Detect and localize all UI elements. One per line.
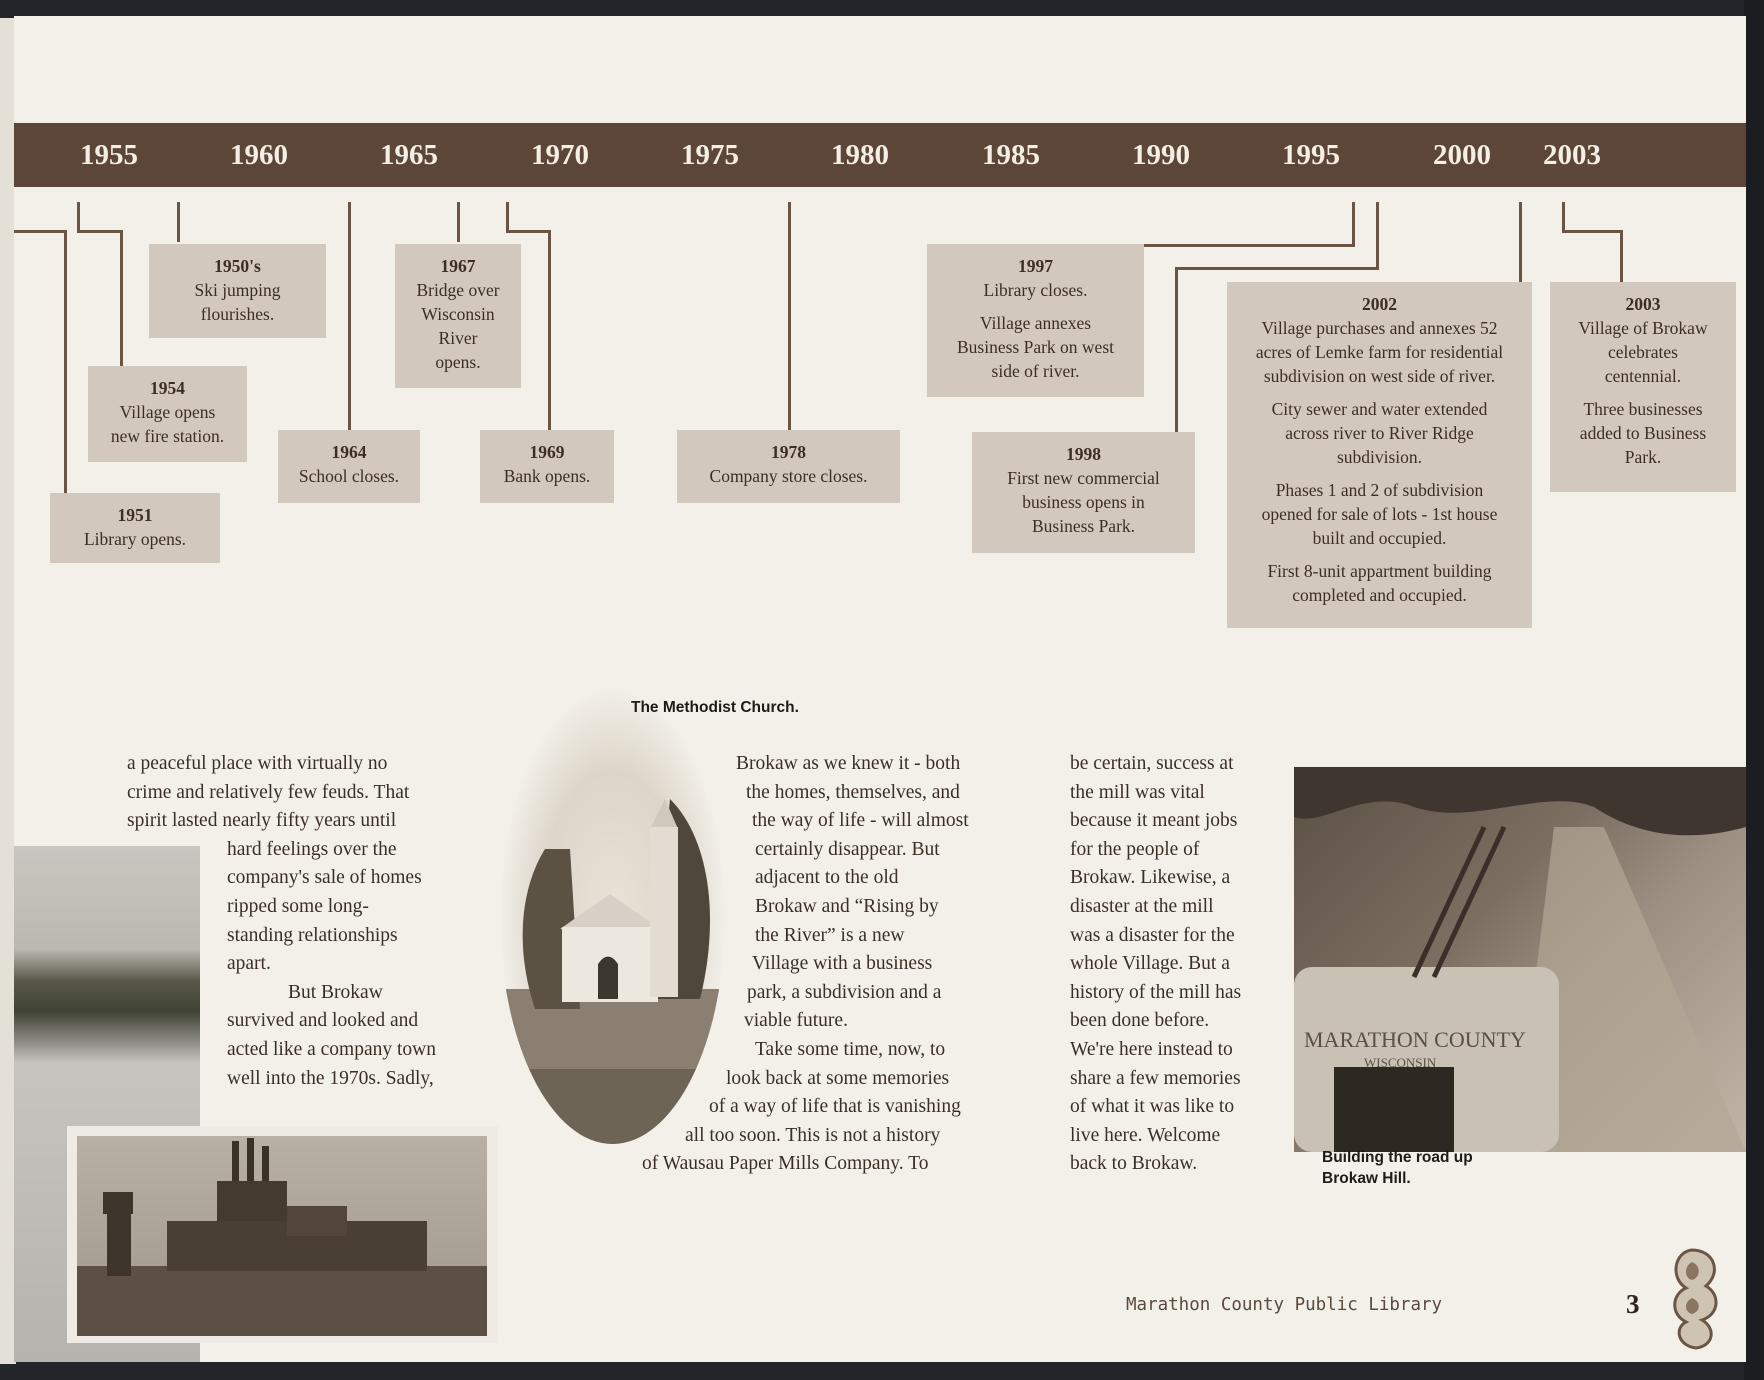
event-text: business opens in	[1022, 492, 1145, 512]
road-building-photo	[1294, 767, 1746, 1152]
connector-line	[788, 202, 791, 445]
church-caption: The Methodist Church.	[631, 699, 799, 716]
timeline-year: 2003	[1543, 139, 1601, 171]
event-box-1997	[927, 244, 1144, 397]
article-line: was a disaster for the	[1070, 924, 1235, 946]
article-line: But Brokaw	[288, 981, 383, 1003]
event-text: Company store closes.	[709, 466, 868, 486]
road-caption	[1322, 1147, 1473, 1189]
article-line: the River” is a new	[755, 924, 905, 946]
article-line: history of the mill has	[1070, 981, 1242, 1003]
timeline-year: 1980	[831, 139, 889, 171]
connector-line	[120, 230, 123, 380]
connector-line	[457, 202, 460, 242]
event-year: 2003	[1625, 294, 1661, 314]
article-line: whole Village. But a	[1070, 953, 1230, 975]
event-year: 2002	[1362, 294, 1397, 314]
event-year: 1950's	[214, 256, 261, 276]
event-text: City sewer and water extended	[1271, 399, 1488, 419]
event-year: 1978	[771, 442, 806, 462]
event-year: 1954	[150, 378, 185, 398]
binding-edge	[1744, 0, 1764, 1380]
article-line: Take some time, now, to	[755, 1038, 946, 1060]
article-line: certainly disappear. But	[755, 838, 940, 860]
event-box-1950s	[149, 244, 326, 338]
event-text: subdivision on west side of river.	[1263, 366, 1496, 386]
event-text: side of river.	[991, 361, 1080, 381]
event-text: River	[438, 328, 478, 348]
article-line: ripped some long-	[227, 895, 369, 917]
timeline-year: 2000	[1433, 139, 1491, 171]
article-line: crime and relatively few feuds. That	[127, 781, 410, 803]
event-year: 1964	[331, 442, 367, 462]
event-box-2002	[1227, 282, 1532, 628]
event-box-1967	[395, 244, 521, 388]
timeline-year: 1965	[380, 139, 438, 171]
article-line: spirit lasted nearly fifty years until	[127, 810, 397, 832]
event-year: 1951	[117, 505, 153, 525]
article-line: look back at some memories	[726, 1067, 950, 1089]
event-box-1951	[50, 493, 220, 563]
article-line: adjacent to the old	[755, 867, 899, 889]
event-year: 1967	[440, 256, 476, 276]
truck-lettering-2: WISCONSIN	[1364, 1055, 1437, 1070]
timeline-year: 1970	[531, 139, 589, 171]
article-line: the homes, themselves, and	[746, 781, 960, 803]
event-text: added to Business	[1579, 423, 1707, 443]
timeline-year: 1990	[1132, 139, 1190, 171]
connector-line	[64, 230, 67, 508]
connector-line	[77, 230, 122, 233]
article-line: been done before.	[1070, 1010, 1210, 1032]
page	[14, 16, 1746, 1362]
event-text: Bridge over	[416, 280, 500, 300]
article-line: share a few memories	[1070, 1067, 1241, 1089]
article-line: Brokaw and “Rising by	[755, 895, 939, 917]
event-text: across river to River Ridge	[1285, 423, 1474, 443]
event-text: First 8-unit appartment building	[1267, 561, 1492, 581]
event-text: subdivision.	[1336, 447, 1423, 467]
event-text: Business Park.	[1031, 516, 1136, 536]
event-text: acres of Lemke farm for residential	[1255, 342, 1504, 362]
article-line: all too soon. This is not a history	[685, 1124, 941, 1146]
event-text: Library opens.	[83, 529, 187, 549]
connector-line	[77, 202, 80, 232]
page-number: 3	[1626, 1289, 1640, 1319]
connector-line	[14, 230, 66, 233]
article-line: because it meant jobs	[1070, 810, 1238, 832]
connector-line	[1175, 267, 1379, 270]
event-text: centennial.	[1604, 366, 1682, 386]
article-line: the way of life - will almost	[752, 810, 969, 832]
event-text: opened for sale of lots - 1st house	[1261, 504, 1498, 524]
timeline-year: 1975	[681, 139, 739, 171]
event-box-1998	[972, 432, 1195, 553]
article-line: back to Brokaw.	[1070, 1153, 1198, 1175]
event-year: 1969	[529, 442, 565, 462]
event-text: new fire station.	[110, 426, 225, 446]
article-line: park, a subdivision and a	[747, 981, 942, 1003]
event-text: Phases 1 and 2 of subdivision	[1275, 480, 1484, 500]
connector-line	[1376, 202, 1379, 269]
road-caption-line: Brokaw Hill.	[1322, 1170, 1411, 1187]
article-line: standing relationships	[227, 924, 398, 946]
event-box-1964	[278, 430, 420, 503]
event-text: completed and occupied.	[1292, 585, 1467, 605]
event-box-1978	[677, 430, 900, 503]
event-text: First new commercial	[1007, 468, 1160, 488]
event-text: Three businesses	[1583, 399, 1703, 419]
connector-line	[1562, 202, 1565, 232]
article-line: of what it was like to	[1070, 1096, 1235, 1118]
connector-line	[548, 230, 551, 445]
event-text: opens.	[435, 352, 481, 372]
timeline-year: 1985	[982, 139, 1040, 171]
event-text: Park.	[1624, 447, 1662, 467]
article-line: We're here instead to	[1070, 1038, 1233, 1060]
event-text: celebrates	[1608, 342, 1678, 362]
article-line: the mill was vital	[1070, 781, 1205, 803]
event-year: 1998	[1066, 444, 1101, 464]
timeline-year: 1960	[230, 139, 288, 171]
article-line: company's sale of homes	[227, 867, 422, 889]
connector-line	[1562, 230, 1622, 233]
article-line: be certain, success at	[1070, 753, 1234, 774]
article-line: well into the 1970s. Sadly,	[227, 1067, 434, 1089]
connector-line	[348, 202, 351, 445]
article-line: for the people of	[1070, 838, 1200, 860]
article-line: live here. Welcome	[1070, 1124, 1221, 1146]
timeline-year: 1955	[80, 139, 138, 171]
article-line: viable future.	[744, 1010, 848, 1032]
connector-line	[506, 202, 509, 232]
article-line: of Wausau Paper Mills Company. To	[642, 1153, 929, 1175]
connector-line	[177, 202, 180, 242]
event-text: Village opens	[119, 402, 216, 422]
article-line: hard feelings over the	[227, 838, 397, 860]
event-text: Village annexes	[979, 313, 1092, 333]
event-text: built and occupied.	[1312, 528, 1447, 548]
event-text: Bank opens.	[503, 466, 591, 486]
library-stamp: Marathon County Public Library	[1126, 1295, 1443, 1315]
ornament-icon	[1656, 1242, 1728, 1354]
event-box-2003	[1550, 282, 1736, 492]
article-column-2	[14, 750, 969, 1179]
road-photo-scene	[1294, 767, 1746, 1152]
event-text: flourishes.	[200, 304, 275, 324]
event-text: Wisconsin	[421, 304, 495, 324]
article-line: Brokaw as we knew it - both	[736, 753, 961, 774]
article-column-3	[1070, 750, 1241, 1179]
article-line: apart.	[227, 953, 271, 975]
event-text: School closes.	[298, 466, 400, 486]
event-box-1969	[480, 430, 614, 503]
article-line: disaster at the mill	[1070, 895, 1214, 917]
event-text: Business Park on west	[956, 337, 1114, 357]
connector-line	[1175, 267, 1178, 445]
article-line: of a way of life that is vanishing	[709, 1096, 961, 1118]
article-line: Brokaw. Likewise, a	[1070, 867, 1231, 889]
event-year: 1997	[1018, 256, 1053, 276]
article-line: survived and looked and	[227, 1010, 419, 1032]
road-caption-line: Building the road up	[1322, 1149, 1473, 1166]
timeline-year: 1995	[1282, 139, 1340, 171]
article-line: Village with a business	[752, 953, 933, 975]
article-line: acted like a company town	[227, 1038, 437, 1060]
connector-line	[506, 230, 550, 233]
article-line: a peaceful place with virtually no	[127, 753, 388, 774]
truck-lettering: MARATHON COUNTY	[1304, 1027, 1526, 1052]
connector-line	[1352, 202, 1355, 246]
event-text: Ski jumping	[194, 280, 281, 300]
event-box-1954	[88, 366, 247, 462]
event-text: Village of Brokaw	[1578, 318, 1708, 338]
event-text: Library closes.	[983, 280, 1088, 300]
event-text: Village purchases and annexes 52	[1261, 318, 1498, 338]
